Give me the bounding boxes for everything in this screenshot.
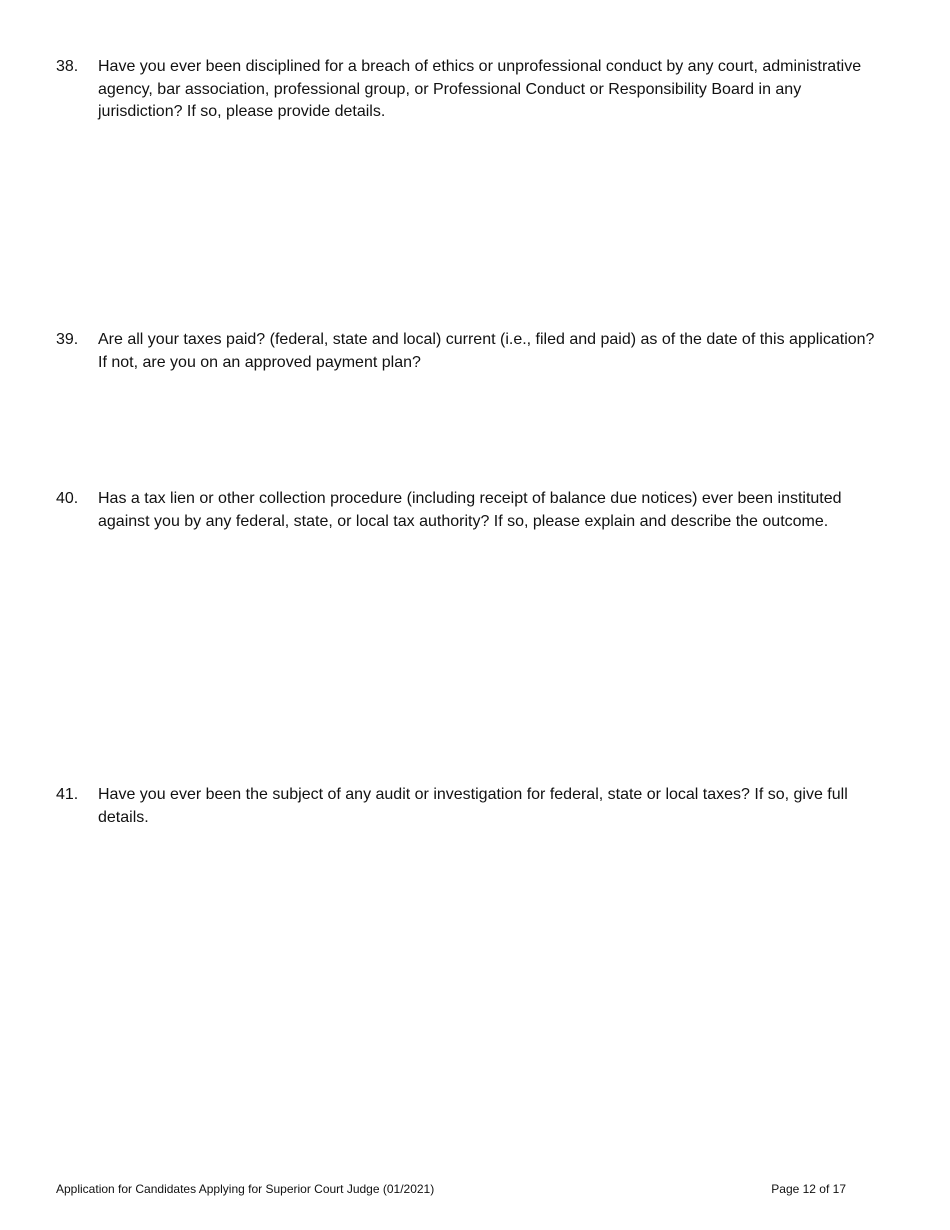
question-number: 38. — [56, 58, 79, 75]
question-number: 41. — [56, 786, 79, 803]
question-text: Has a tax lien or other collection procedure (including receipt of balance due notices) ever been instituted against you by any federal, state, or local tax authority? If so, please explain and describe the outcome. — [98, 490, 842, 530]
question-number: 40. — [56, 490, 79, 507]
answer-area-39[interactable] — [98, 380, 886, 480]
question-41 — [56, 784, 886, 829]
question-text: Have you ever been the subject of any audit or investigation for federal, state or local taxes? If so, give full details. — [98, 786, 848, 826]
question-39 — [56, 329, 886, 374]
question-38 — [56, 56, 886, 124]
footer-form-title: Application for Candidates Applying for Superior Court Judge (01/2021) — [56, 1182, 435, 1196]
question-text: Are all your taxes paid? (federal, state and local) current (i.e., filed and paid) as of the date of this application? If not, are you on an approved payment plan? — [98, 331, 875, 371]
question-text: Have you ever been disciplined for a breach of ethics or unprofessional conduct by any court, administrative agency, bar association, professional group, or Professional Conduct or Responsibility Board in any jurisdiction? If so, please provide details. — [98, 58, 862, 120]
answer-area-41[interactable] — [98, 835, 886, 1165]
answer-area-40[interactable] — [98, 560, 886, 775]
question-number: 39. — [56, 331, 79, 348]
footer-page-number: Page 12 of 17 — [771, 1182, 846, 1196]
question-40 — [56, 488, 886, 533]
answer-area-38[interactable] — [98, 130, 886, 320]
page-footer — [56, 1181, 846, 1197]
